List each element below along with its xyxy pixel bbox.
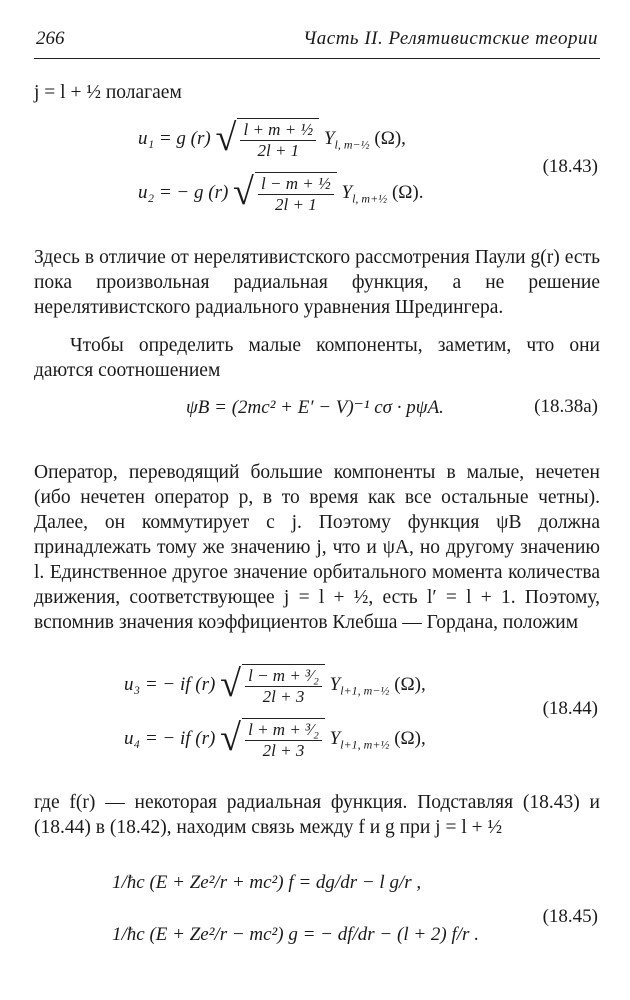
page-header	[36, 26, 598, 56]
equation-number: (18.45)	[542, 906, 598, 927]
paragraph-1: Здесь в отличие от нерелятивистского рассмотрения Паули g(r) есть пока произвольная радиальная функция, а не решение нерелятивистского радиального уравнения Шредингера.	[34, 247, 600, 318]
header-rule	[34, 58, 600, 59]
eq-18-43-line1: u₁ = g (r) √ $\frac{\text{l + m + ½}}{2l + 1}$ $Y_{l, m-\frac{1}{2}}$ (Ω),	[138, 117, 406, 160]
paragraph-3: Оператор, переводящий большие компоненты в малые, нечетен (ибо нечетен оператор p, в то время как все остальные четны). Далее, он коммутирует с j. Поэтому функция ψB должна принадлежать тому же значению j, что и ψA, но другому значению l. Единственное другое значение орбитального момента количества движения, соответствующее j = l + ½, есть l′ = l + 1. Поэтому, вспомнив значения коэффициентов Клебша — Гордана, положим	[34, 462, 600, 633]
sqrt-sign: √ $\frac{\text{l − m + ½}}{2l + 1}$	[233, 172, 337, 215]
eq-18-43-line1-num: l + m + ½	[240, 120, 316, 141]
eq-18-43-line2: u₂ = − g (r) √ $\frac{\text{l − m + ½}}{2l + 1}$ $Y_{l, m+\frac{1}{2}}$ (Ω).	[138, 171, 424, 214]
eq-18-43-line2-lhs: u₂ = − g (r)	[138, 181, 229, 203]
equation-number: (18.38a)	[534, 396, 598, 417]
sqrt-sign: √ $\frac{\text{l + m + ½}}{2l + 1}$	[215, 118, 319, 161]
eq-18-43-line1-lhs: u₁ = g (r)	[138, 127, 211, 149]
eq-18-44-line2-lhs: u₄ = − if (r)	[124, 727, 216, 749]
paragraph-2: Чтобы определить малые компоненты, заметим, что они даются соотношением	[34, 335, 600, 381]
eq-18-43-line1-den: 2l + 1	[257, 141, 300, 160]
eq-18-43-line2-ysub: l, m+½	[352, 191, 388, 206]
eq-18-43-line2-num: l − m + ½	[258, 174, 334, 195]
eq-18-44-line1: u₃ = − if (r) √ $\frac{\text{l − m + ³⁄₂}}{2l + 3}$ $Y_{l+1, m-\frac{1}{2}}$ (Ω),	[124, 663, 426, 706]
eq-18-44-line1-lhs: u₃ = − if (r)	[124, 673, 216, 695]
eq-18-43-line2-den: 2l + 1	[275, 195, 317, 214]
sqrt-sign: √ $\frac{\text{l − m + ³⁄₂}}{2l + 3}$	[220, 664, 325, 707]
eq-18-44-line1-den: 2l + 3	[262, 687, 305, 706]
running-title: Часть II. Релятивистские теории	[303, 28, 598, 49]
eq-18-44-line2: u₄ = − if (r) √ $\frac{\text{l + m + ³⁄₂}}{2l + 3}$ $Y_{l+1, m+\frac{1}{2}}$ (Ω),	[124, 717, 426, 760]
equation-number: (18.44)	[542, 698, 598, 719]
eq-18-44-line1-num: l − m + ³⁄₂	[245, 666, 322, 687]
eq-18-44-line2-ysub: l+1, m+½	[340, 737, 390, 752]
eq-18-45-line1: 1/ħc (E + Ze²/r + mc²) f = dg/dr − l g/r ,	[112, 872, 422, 893]
intro-line: j = l + ½ полагаем	[34, 82, 182, 103]
page-number: 266	[36, 28, 65, 49]
sqrt-sign: √ $\frac{\text{l + m + ³⁄₂}}{2l + 3}$	[220, 718, 325, 761]
eq-18-44-line2-den: 2l + 3	[262, 741, 305, 760]
equation-number: (18.43)	[542, 156, 598, 177]
eq-18-44-line2-num: l + m + ³⁄₂	[245, 720, 322, 741]
eq-18-38a-formula: ψB = (2mc² + E′ − V)⁻¹ cσ · pψA.	[186, 397, 444, 418]
paragraph-4: где f(r) — некоторая радиальная функция. Подставляя (18.43) и (18.44) в (18.42), находим связь между f и g при j = l + ½	[34, 792, 600, 838]
eq-18-43-line1-ysub: l, m−½	[334, 137, 370, 152]
eq-18-45-line2: 1/ħc (E + Ze²/r − mc²) g = − df/dr − (l + 2) f/r .	[112, 924, 479, 945]
eq-18-44-line1-ysub: l+1, m−½	[340, 683, 390, 698]
